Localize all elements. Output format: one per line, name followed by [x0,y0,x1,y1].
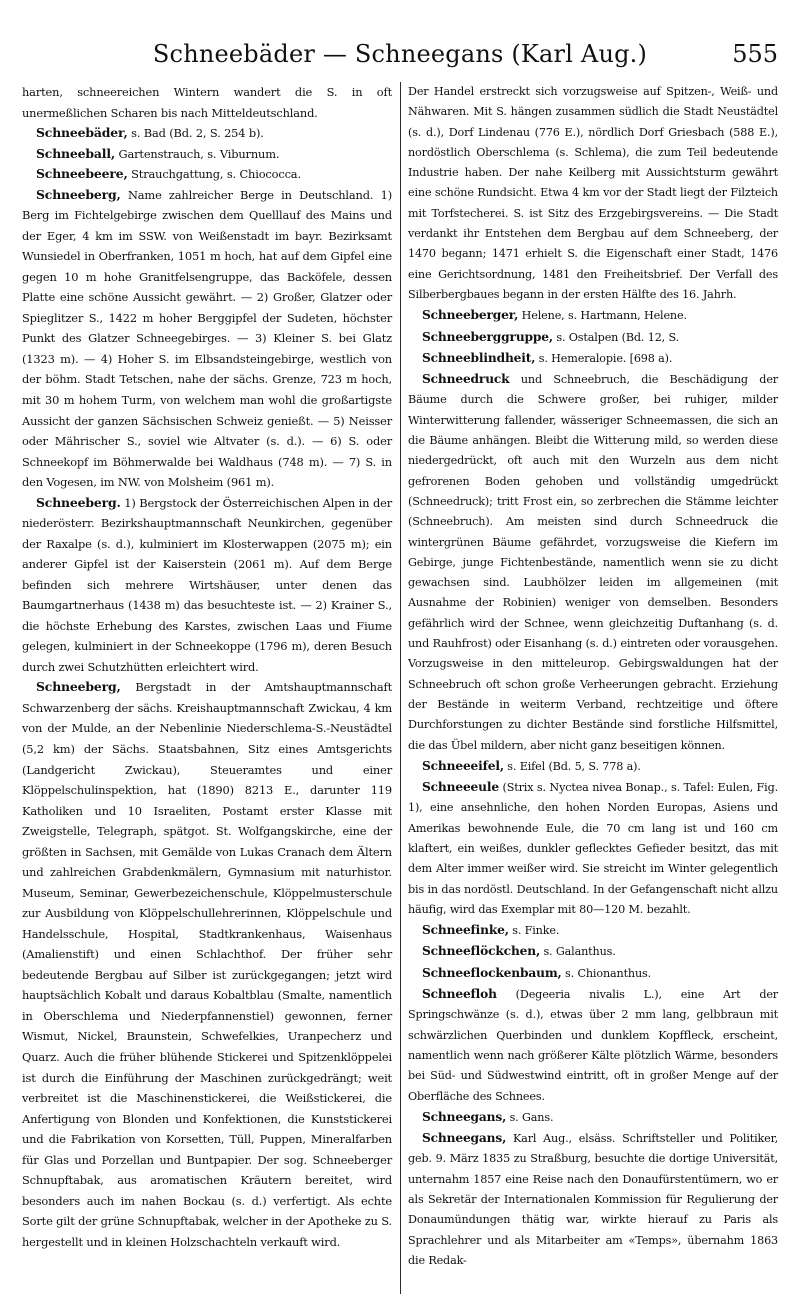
dictionary-entry [22,677,392,1252]
dictionary-entry [408,777,778,920]
entry-text: Bergstadt in der Amtshauptmannschaft Schwarzenberg der sächs. Kreishauptmannschaft Zwickau, 4 km von der Mulde, an der Nebenlinie Niederschlema-S.-Neustädtel (5,2 km) der Sächs. Staatsbahnen, Sitz eines Amtsgerichts (Landgericht Zwickau), Steueramtes und einer Klöppelschulinspektion, hat (1890) 8213 E., darunter 119 Katholiken und 10 Israeliten, Postamt erster Klasse mit Zweigstelle, Telegraph, spätgot. St. Wolfgangskirche, eine der größten in Sachsen, mit Gemälde von Lukas Cranach dem Ältern und zahlreichen Grabdenkmälern, Gymnasium mit naturhistor. Museum, Seminar, Gewerbezeichenschule, Klöppelmusterschule zur Ausbildung von Klöppelschullehrerinnen, Klöppelschule und Handelsschule, Hospital, Stadtkrankenhaus, Waisenhaus (Amalienstift) und einen Schlachthof. Der früher sehr bedeutende Bergbau auf Silber ist zurückgegangen; jetzt wird hauptsächlich Kobalt und daraus Kobaltblau (Smalte, namentlich in Oberschlema und Niederpfannenstiel) gewonnen, ferner Wismut, Nickel, Braunstein, Schwefelkies, Uranpecherz und Quarz. Auch die früher blühende Stickerei und Spitzenklöppelei ist durch die Einführung der Maschinen zurückgedrängt; weit verbreitet ist die Maschinenstickerei, die Weißstickerei, die Anfertigung von Blonden und Konfektionen, die Kunststickerei und die Fabrikation von Korsetten, Tüll, Puppen, Mineralfarben für Glas und Porzellan und Buntpapier. Der sog. Schneeberger Schnupftabak, aus aromatischen Kräutern bereitet, wird besonders auch im nahen Bockau (s. d.) verfertigt. Als echte Sorte gilt der grüne Schnupftabak, welcher in der Apotheke zu S. hergestellt und in kleinen Holzschachteln verkauft wird. [22,680,393,1249]
entry-text: Name zahlreicher Berge in Deutschland. 1) Berg im Fichtelgebirge zwischen dem Quelllauf des Mains und der Eger, 4 km im SSW. von Weißenstadt im bayr. Bezirksamt Wunsiedel in Oberfranken, 1051 m hoch, hat auf dem Gipfel eine gegen 10 m hohe Granitfelsengruppe, das Backöfele, dessen Platte eine schöne Aussicht gewährt. — 2) Großer, Glatzer oder Spieglitzer S., 1422 m hoher Berggipfel der Sudeten, höchster Punkt des Glatzer Schneegebirges. — 3) Kleiner S. bei Glatz (1323 m). — 4) Hoher S. im Elbsandsteingebirge, westlich von der böhm. Stadt Tetschen, nahe der sächs. Grenze, 723 m hoch, mit 30 m hohem Turm, von welchem man wohl die großartigste Aussicht der ganzen Sächsischen Schweiz genießt. — 5) Neisser oder Mährischer S., soviel wie Altvater (s. d.). — 6) S. oder Schneekopf im Böhmerwalde bei Waldhaus (748 m). — 7) S. in den Vogesen, im NW. von Molsheim (961 m). [22,187,392,490]
entry-text: (Strix s. Nyctea nivea Bonap., s. Tafel: Eulen, Fig. 1), eine ansehnliche, den hohen Norden Europas, Asiens und Amerikas bewohnende Eule, die 70 cm lang ist und 160 cm klaftert, ein weißes, dunkler geflecktes Gefieder besitzt, das mit dem Alter immer weißer wird. Sie streicht im Winter gelegentlich bis in das nordöstl. Deutschland. In der Gefangenschaft nicht allzu häufig, wird das Exemplar mit 80—120 M. bezahlt. [408,781,778,916]
dictionary-entry [408,963,778,984]
entry-text: Gartenstrauch, s. Viburnum. [115,146,280,161]
entry-headword: Schneeberg, [36,679,121,695]
entry-headword: Schneeflöckchen, [422,944,541,959]
dictionary-entry [22,144,392,165]
page-header [22,38,778,70]
entry-headword: Schneeball, [36,145,116,161]
entry-headword: Schneefinke, [422,923,509,938]
dictionary-entry [408,941,778,962]
dictionary-entry [22,123,392,144]
entry-headword: Schneeeule [422,780,499,795]
dictionary-entry [408,82,778,305]
entry-headword: Schneebeere, [36,166,128,182]
dictionary-entry [408,1107,778,1128]
dictionary-entry [408,1128,778,1271]
dictionary-entry [22,164,392,185]
entry-headword: Schneegans, [422,1109,507,1124]
entry-headword: Schneeflockenbaum, [422,965,562,980]
entry-text: s. Ostalpen (Bd. 12, S. [552,330,680,344]
entry-text: 1) Bergstock der Österreichischen Alpen in der niederösterr. Bezirkshauptmannschaft Neunkirchen, gegenüber der Raxalpe (s. d.), kulminiert im Klosterwappen (2075 m); ein anderer Gipfel ist der Kaiserstein (2061 m). Auf dem Berge befinden sich mehrere Wirtshäuser, unter denen das Baumgartnerhaus (1438 m) das besuchteste ist. — 2) Krainer S., die höchste Erhebung des Karstes, zwischen Laas und Fiume gelegen, kulminiert in der Schneekoppe (1796 m), deren Besuch durch zwei Schutzhütten erleichtert wird. [22,495,392,674]
entry-text: s. Finke. [508,924,560,938]
entry-headword: Schneeberggruppe, [422,329,553,344]
dictionary-entry [408,756,778,777]
right-column [408,82,778,1271]
entry-headword: Schneeeifel, [422,758,504,773]
column-divider [400,82,401,1294]
page-number: 555 [732,40,778,68]
entry-text: (Degeeria nivalis L.), eine Art der Springschwänze (s. d.), etwas über 2 mm lang, gelbbraun mit schwärzlichen Querbinden und dunklem Kopffleck, erscheint, namentlich wenn nach größerer Kälte plötzlich Wärme, besonders bei Süd- und Südwestwind eintritt, oft in großer Menge auf der Oberfläche des Schnees. [408,988,778,1103]
entry-text: s. Galanthus. [540,945,616,959]
dictionary-entry [408,348,778,369]
entry-headword: Schneeberger, [422,308,519,323]
dictionary-entry [22,82,392,123]
entry-text: s. Chionanthus. [561,966,652,980]
dictionary-entry [408,327,778,348]
text-columns [22,82,778,1297]
dictionary-entry [408,984,778,1107]
dictionary-entry [408,920,778,941]
entry-headword: Schneeberg. [36,494,121,510]
running-title: Schneebäder — Schneegans (Karl Aug.) [152,40,648,68]
dictionary-entry [22,185,392,493]
entry-text: s. Gans. [506,1110,554,1124]
entry-headword: Schneeblindheit, [422,350,536,365]
entry-text: s. Hemeralopie. [698 a). [535,351,673,365]
entry-text: Karl Aug., elsäss. Schriftsteller und Politiker, geb. 9. März 1835 zu Straßburg, besuchte die dortige Universität, unternahm 1857 eine Reise nach den Donaufürstentümern, wo er als Sekretär der Internationalen Kommission für Regulierung der Donaumündungen thätig war, wirkte hierauf zu Paris als Sprachlehrer und als Mitarbeiter am «Temps», übernahm 1863 die Redak- [408,1132,778,1267]
entry-text: Strauchgattung, s. Chiococca. [127,167,301,182]
entry-headword: Schneefloh [422,987,497,1002]
entry-text: und Schneebruch, die Beschädigung der Bäume durch die Schwere großer, bei ruhiger, milder Winterwitterung fallender, wässeriger Schneemassen, die sich an die Bäume anhängen. Bleibt die Witterung mild, so werden diese niedergedrückt, oft auch mit den Wurzeln aus dem nicht gefrorenen Boden gehoben und vollständig umgedrückt (Schneedruck); tritt Frost ein, so zerbrechen die Stämme leichter (Schneebruch). Am meisten sind durch Schneedruck die wintergrünen Bäume gefährdet, vorzugsweise die Kiefern im Gebirge, junge Fichtenbestände, namentlich wenn sie zu dicht gewachsen sind. Laubhölzer leiden im allgemeinen (mit Ausnahme der Robinien) weniger von demselben. Besonders gefährlich wird der Schnee, wenn gleichzeitig Duftanhang (s. d. und Rauhfrost) oder Eisanhang (s. d.) eintreten oder vorausgehen. Vorzugsweise in den mitteleurop. Gebirgswaldungen hat der Schneebruch oft schon große Verheerungen gebracht. Erziehung der Bestände in weiterm Verband, rechtzeitige und öftere Durchforstungen zu dichter Bestände sind forstliche Hilfsmittel, die das Übel mildern, aber nicht ganz beseitigen können. [408,373,778,752]
entry-headword: Schneebäder, [36,125,128,141]
entry-headword: Schneeberg, [36,186,121,202]
entry-text: Helene, s. Hartmann, Helene. [518,309,687,323]
entry-text: s. Eifel (Bd. 5, S. 778 a). [503,759,641,773]
dictionary-entry [408,305,778,326]
entry-headword: Schneegans, [422,1131,507,1146]
left-column [22,82,392,1252]
entry-text: Der Handel erstreckt sich vorzugsweise auf Spitzen-, Weiß- und Nähwaren. Mit S. hängen zusammen südlich die Stadt Neustädtel (s. d.), Dorf Lindenau (776 E.), nördlich Dorf Griesbach (588 E.), nordöstlich Oberschlema (s. Schlema), die zum Teil bedeutende Industrie haben. Der nahe Keilberg mit Aussichtsturm gewährt eine schöne Rundsicht. Etwa 4 km vor der Stadt liegt der Filzteich mit Torfstecherei. S. ist Sitz des Erzgebirgsvereins. — Die Stadt verdankt ihr Entstehen dem Bergbau auf dem Schneeberg, der 1470 begann; 1471 erhielt S. die Eigenschaft einer Stadt, 1476 eine Gerichtsordnung, 1481 den Freiheitsbrief. Der Verfall des Silberbergbaues begann in der ersten Hälfte des 16. Jahrh. [408,85,778,301]
entry-text: harten, schneereichen Wintern wandert die S. in oft unermeßlichen Scharen bis nach Mitteldeutschland. [22,85,392,120]
entry-text: s. Bad (Bd. 2, S. 254 b). [127,126,264,141]
dictionary-entry [408,369,778,756]
dictionary-entry [22,493,392,678]
entry-headword: Schneedruck [422,372,510,387]
